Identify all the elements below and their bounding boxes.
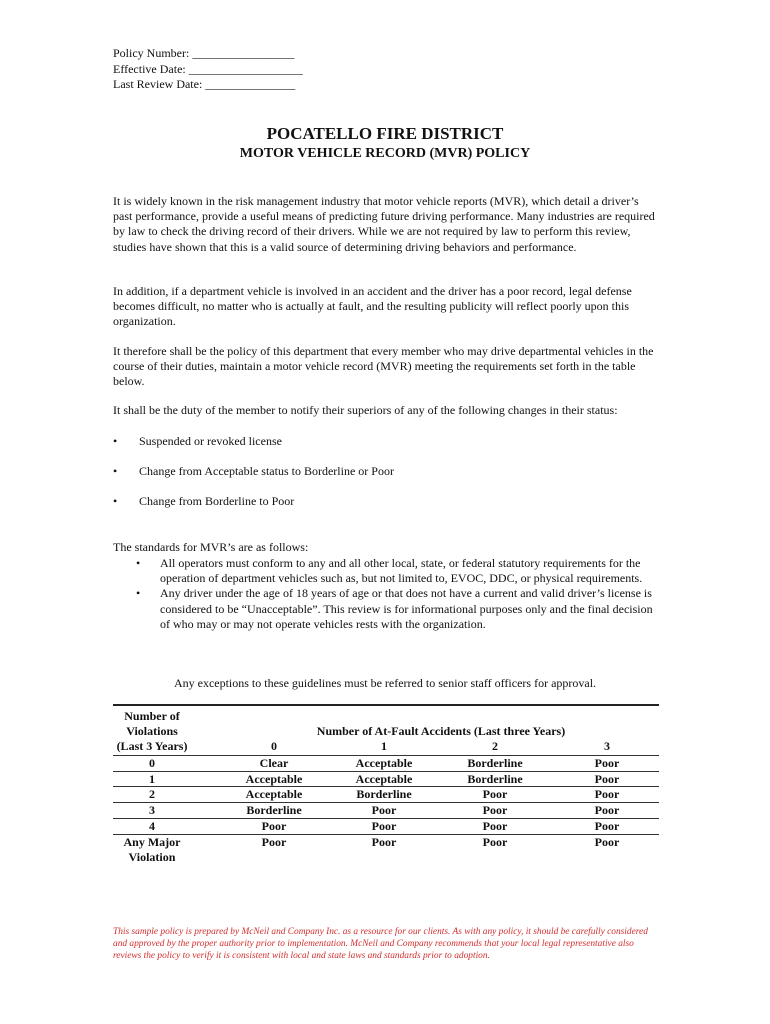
exceptions-note: Any exceptions to these guidelines must be referred to senior staff officers for approval. [173, 676, 597, 690]
disclaimer-footer: This sample policy is prepared by McNeil and Company Inc. as a resource for our clients. As with any policy, it should be carefully considered and approved by the proper authority prior to implementation. McNeil and Company recommends that your local legal representative also reviews the policy to verify it is consistent with local and state laws and standards prior to adoption. [113, 927, 648, 962]
rating-cell: Poor [482, 834, 508, 849]
accidents-group-header: Number of At-Fault Accidents (Last three Years) [316, 724, 566, 738]
accident-column-header: 1 [381, 739, 387, 753]
accident-column-header: 3 [604, 739, 610, 753]
rating-cell: Poor [594, 834, 620, 849]
rating-cell: Poor [594, 755, 620, 770]
paragraph-accident: In addition, if a department vehicle is involved in an accident and the driver has a poor record, legal defense becomes difficult, no matter who is actually at fault, and the resulting publicity will reflect poorly upon this organization. [113, 284, 632, 329]
status-change-item: • Suspended or revoked license [113, 434, 282, 448]
rating-cell: Poor [594, 787, 620, 802]
rating-cell: Acceptable [355, 755, 413, 770]
bullet-icon: • [113, 464, 118, 478]
status-change-item: • Change from Acceptable status to Borderline or Poor [113, 464, 394, 478]
standards-intro: The standards for MVR’s are as follows: [113, 540, 309, 554]
bullet-icon: • [113, 494, 118, 508]
rating-cell: Poor [482, 819, 508, 833]
violations-count-cell: 1 [149, 771, 155, 786]
rating-cell: Poor [594, 819, 620, 833]
row-header-label: Number of Violations (Last 3 Years) [116, 709, 188, 753]
rating-cell: Poor [371, 834, 397, 849]
last-review-date-field: Last Review Date: _______________ [113, 77, 296, 91]
rating-cell: Borderline [246, 803, 302, 818]
paragraph-duty: It shall be the duty of the member to notify their superiors of any of the following changes in their status: [113, 403, 618, 417]
rating-cell: Acceptable [245, 771, 303, 786]
rating-cell: Acceptable [355, 771, 413, 786]
rating-cell: Poor [482, 803, 508, 818]
rating-cell: Poor [261, 834, 287, 849]
rating-cell: Borderline [356, 787, 412, 802]
violations-count-cell: 3 [149, 803, 155, 818]
accident-column-header: 2 [492, 739, 498, 753]
rating-cell: Acceptable [245, 787, 303, 802]
violations-count-cell: 2 [149, 787, 155, 802]
table-top-rule [113, 704, 659, 706]
rating-cell: Poor [371, 819, 397, 833]
paragraph-policy: It therefore shall be the policy of this department that every member who may drive departmental vehicles in the course of their duties, maintain a motor vehicle record (MVR) meeting the requirements set forth in the table below. [113, 344, 654, 389]
document-subtitle: MOTOR VEHICLE RECORD (MVR) POLICY [239, 146, 531, 161]
bullet-icon: • [136, 586, 141, 601]
effective-date-field: Effective Date: ___________________ [113, 61, 303, 76]
rating-cell: Poor [594, 803, 620, 818]
violations-count-cell: 0 [149, 755, 155, 770]
standard-item: • Any driver under the age of 18 years of age or that does not have a current and valid driver’s license is considered to be “Unacceptable”. This review is for informational purposes only and the final decision of who may or may not operate vehicles rests with the organization. [136, 586, 653, 631]
policy-header-fields [113, 46, 303, 93]
rating-cell: Borderline [467, 771, 523, 786]
rating-cell: Poor [261, 819, 287, 833]
rating-cell: Poor [594, 771, 620, 786]
document-title: POCATELLO FIRE DISTRICT [266, 124, 504, 143]
bullet-icon: • [113, 434, 118, 448]
accident-column-header: 0 [271, 739, 277, 753]
status-change-item: • Change from Borderline to Poor [113, 494, 295, 508]
rating-cell: Borderline [467, 755, 523, 770]
bullet-icon: • [136, 556, 141, 570]
paragraph-intro: It is widely known in the risk management industry that motor vehicle reports (MVR), which detail a driver’s past performance, provide a useful means of predicting future driving performance. Many industries are required by law to check the driving record of their drivers. While we are not required by law to perform this review, studies have shown that this is a valid source of determining driving behaviors and performance. [113, 194, 655, 254]
policy-number-field: Policy Number: _________________ [113, 46, 295, 60]
standard-item: • All operators must conform to any and all other local, state, or federal statutory requirements for the operation of department vehicles such as, but not limited to, EVOC, DDC, or physical requirements. [136, 556, 643, 586]
rating-cell: Clear [259, 755, 289, 770]
rating-cell: Poor [482, 787, 508, 802]
violations-count-cell: 4 [149, 819, 155, 833]
standards-list [136, 556, 658, 632]
rating-cell: Poor [371, 803, 397, 818]
violations-count-cell: Any Major Violation [123, 834, 181, 864]
